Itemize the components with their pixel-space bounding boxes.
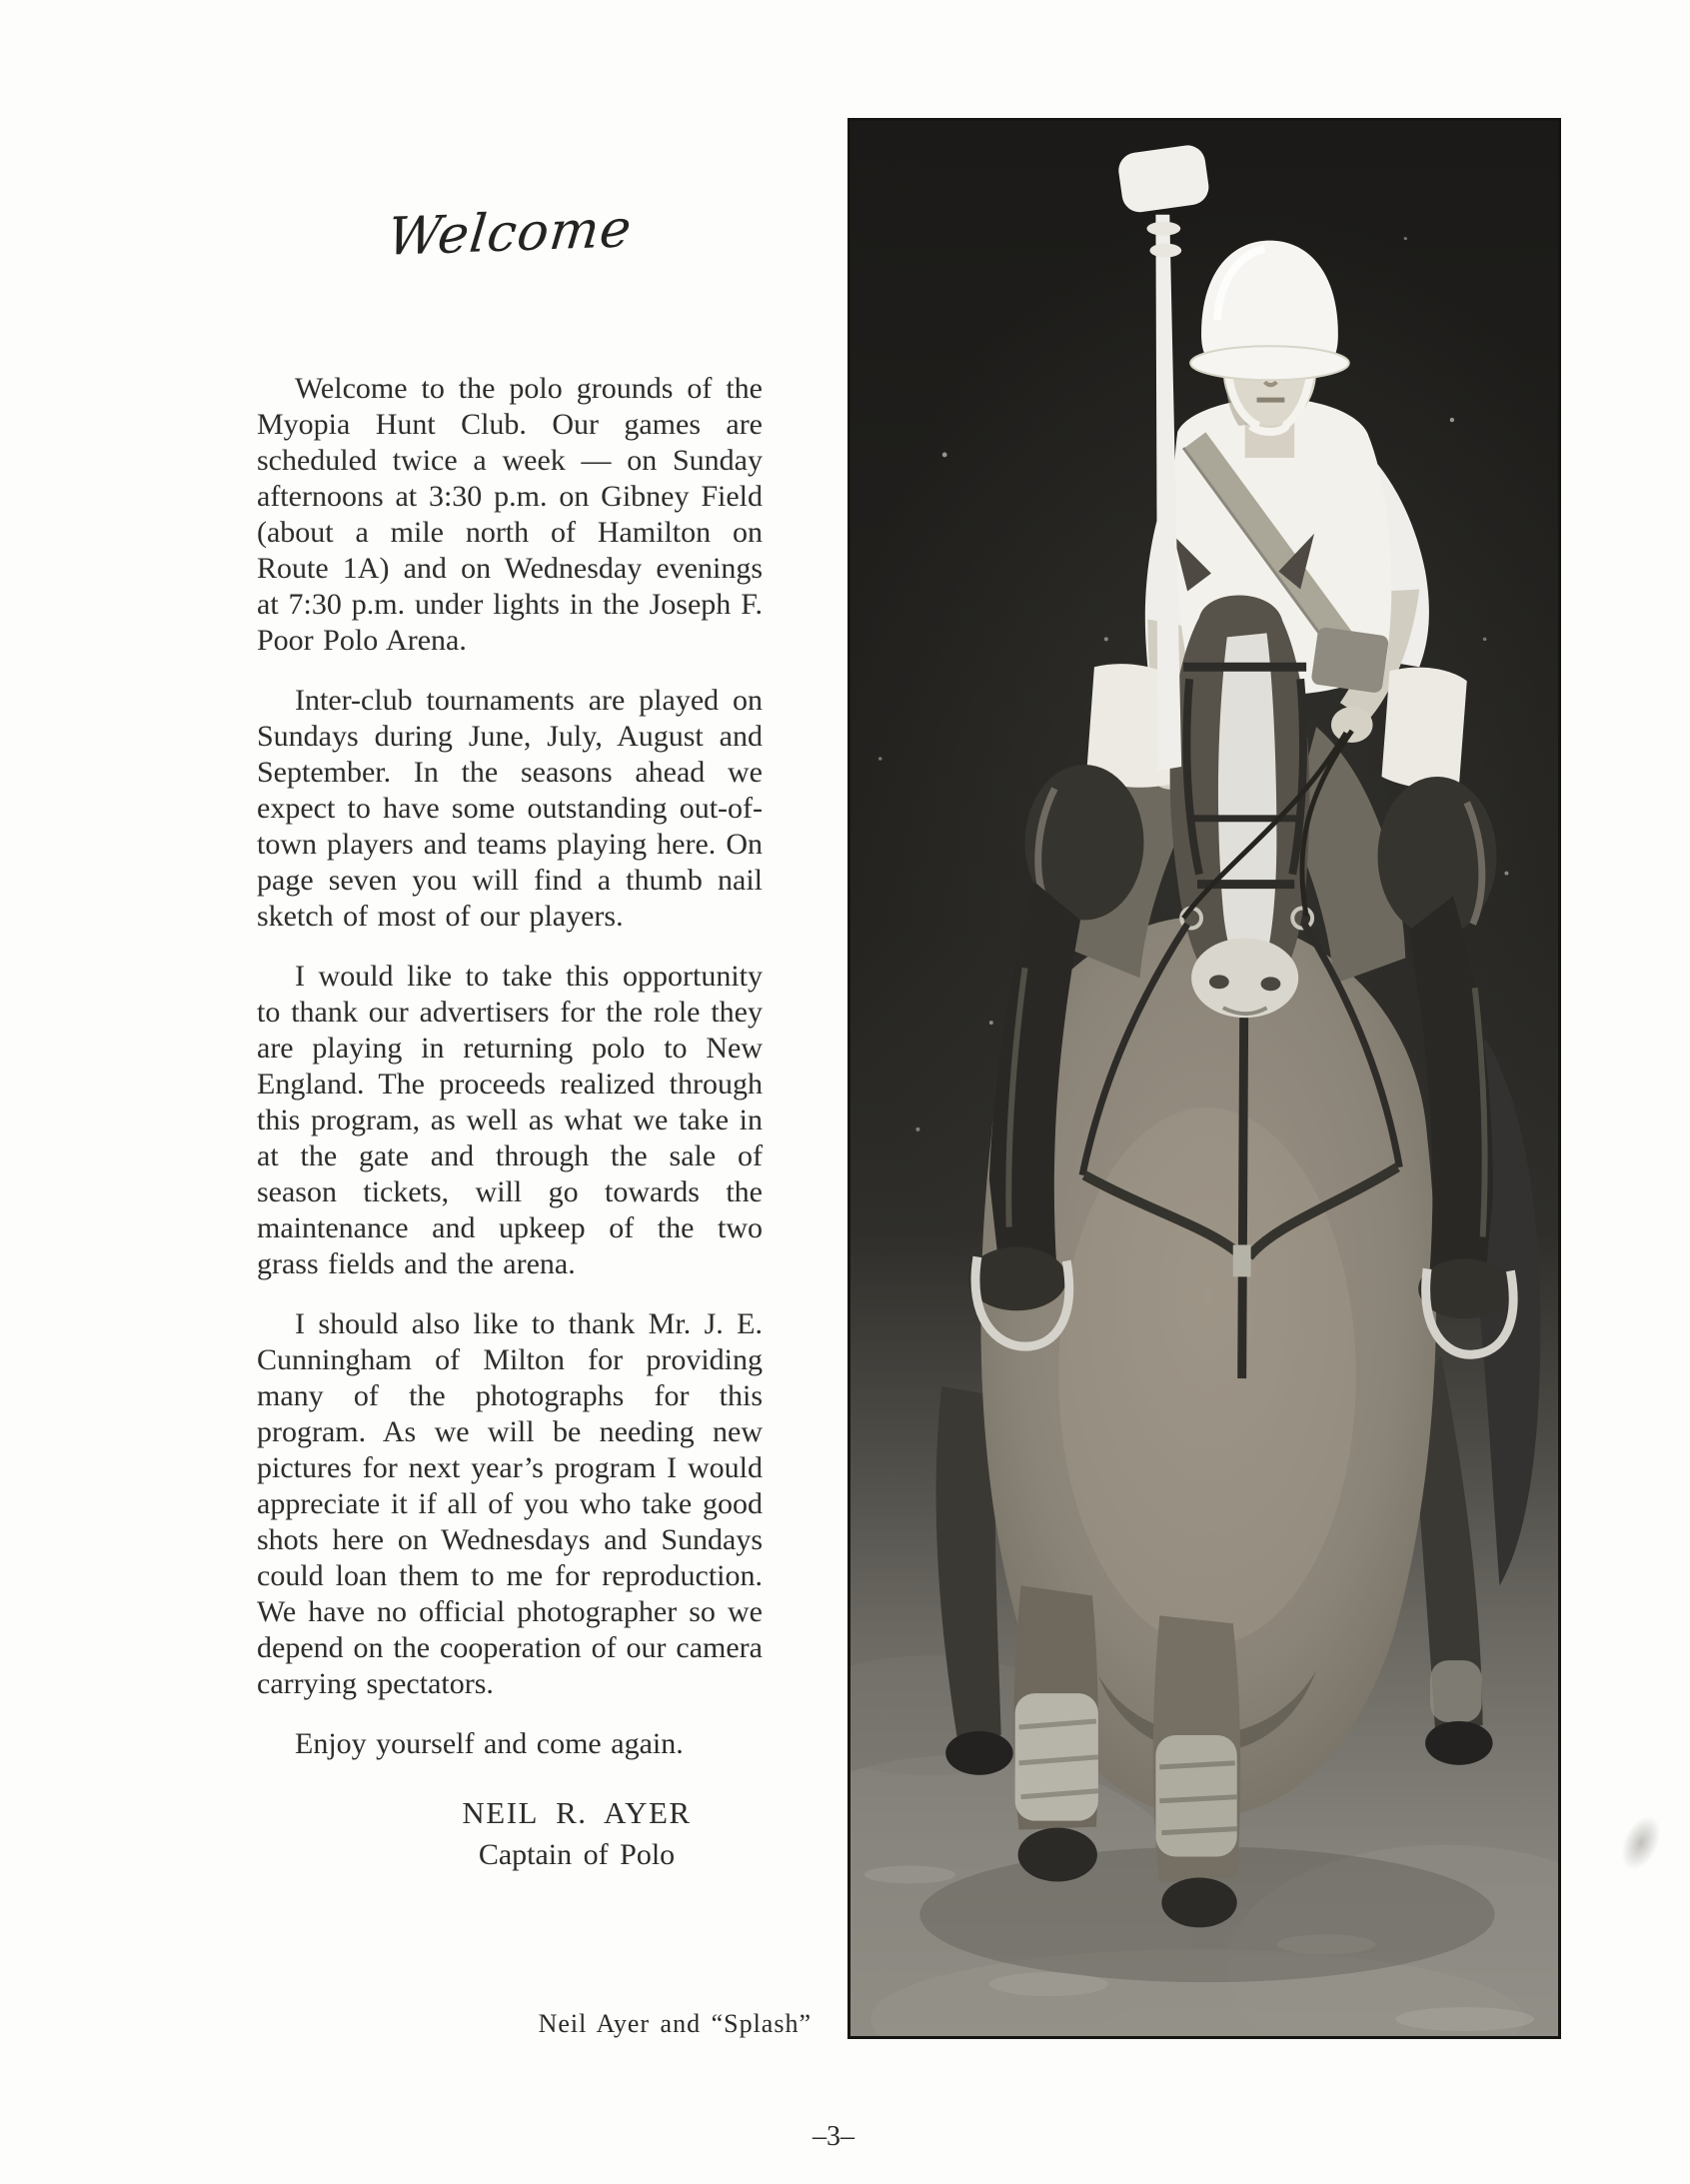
strap-pouch: [1310, 627, 1389, 694]
closing-line: Enjoy yourself and come again.: [295, 1727, 684, 1760]
page-title: Welcome: [384, 199, 636, 268]
horse-blaze: [1218, 633, 1276, 986]
welcome-text-column: [257, 371, 763, 1876]
polo-photo-illustration: [850, 121, 1558, 2036]
boot-toe-left: [967, 1246, 1066, 1310]
paragraph-4: I should also like to thank Mr. J. E. Cunningham of Milton for providing many of the photographs for this program. As we will be needing new pictures for next year’s program I would appreciate it if all of you who take good shots here on Wednesdays and Sundays could loan them to me for reproduction. We have no official photographer so we depend on the cooperation of our camera carrying spectators.: [257, 1307, 763, 1700]
page-number: –3–: [813, 2121, 854, 2152]
boot-toe-right: [1418, 1258, 1511, 1318]
paragraph-2: Inter-club tournaments are played on Sundays during June, July, August and September. In the seasons ahead we expect to have some outstanding out-of-town players and teams playing here. On page seven you will find a thumb nail sketch of most of our players.: [257, 684, 763, 933]
mallet-head: [1116, 143, 1211, 214]
scan-smudge: [1613, 1810, 1668, 1877]
helmet-brim: [1190, 346, 1349, 380]
horse-muzzle: [1191, 938, 1298, 1018]
signature-block: [462, 1792, 692, 1876]
rider-left-hand: [1331, 707, 1373, 743]
signature-title: Captain of Polo: [478, 1838, 676, 1871]
rider-breeches-right: [1381, 668, 1466, 790]
paragraph-1: Welcome to the polo grounds of the Myopia Hunt Club. Our games are scheduled twice a week — on Sunday afternoons at 3:30 p.m. on Gibney Field (about a mile north of Hamilton on Route 1A) and on Wednesday evenings at 7:30 p.m. under lights in the Joseph F. Poor Polo Arena.: [257, 372, 763, 657]
photo-caption: Neil Ayer and “Splash”: [538, 2009, 812, 2038]
paragraph-3: I would like to take this opportunity to thank our advertisers for the role they are playing in returning polo to New England. The proceeds realized through this program, as well as what we take in at the gate and through the sale of season tickets, will go towards the maintenance and upkeep of the two grass fields and the arena.: [257, 960, 763, 1280]
signature-name: NEIL R. AYER: [462, 1795, 692, 1830]
polo-player-photo: [847, 118, 1561, 2039]
